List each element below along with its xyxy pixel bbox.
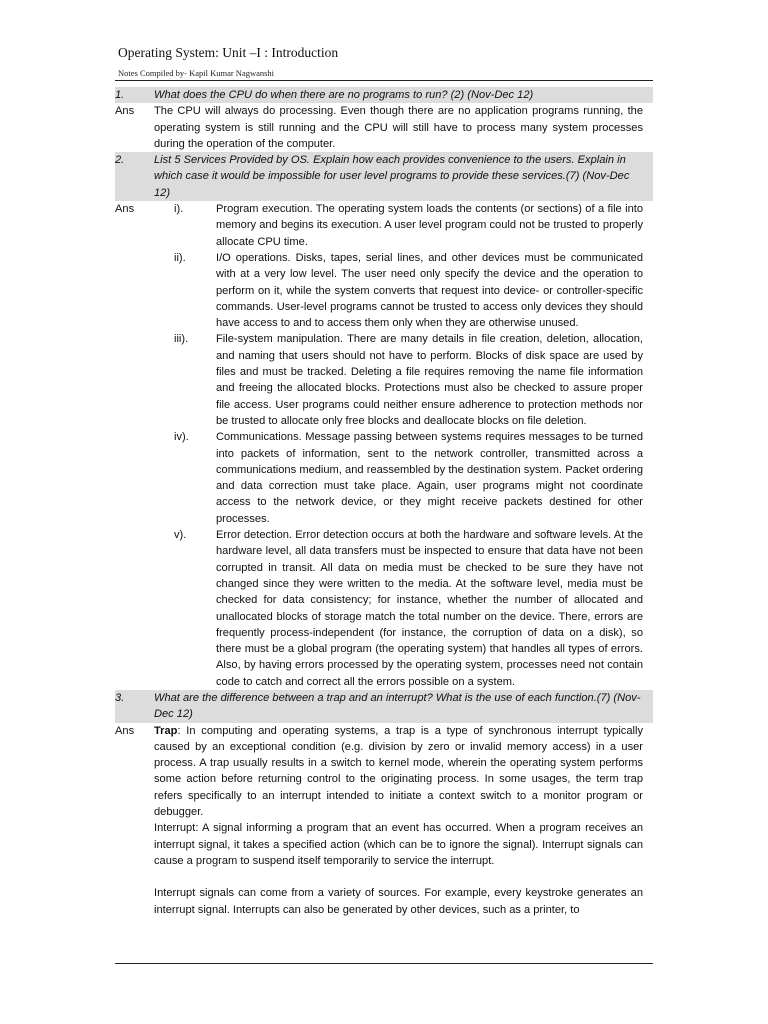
question-number: 1. (115, 89, 125, 101)
service-number: ii). (174, 251, 186, 264)
answer-label: Ans (115, 724, 135, 737)
service-text: Error detection. Error detection occurs at both the hardware and software levels. At the hardware level, all data transfers must be inspected to ensure that data have not been corrupted in transit. All data on media must be checked to be sure they have not changed since they were written to the media. At the software level, media must be checked for data consistency; for instance, whether the number of allocated and unallocated blocks of storage match the total number on the device. There, errors are frequently process-independent (for instance, the corruption of data on a disk), so there must be a global program (the operating system) that handles all types of errors. Also, by having errors processed by the operating system, processes need not contain code to catch and correct all the errors possible on a system. (216, 529, 643, 688)
question-text: What does the CPU do when there are no programs to run? (2) (Nov-Dec 12) (154, 89, 534, 101)
service-item (174, 429, 643, 527)
answer-row-2 (115, 201, 653, 690)
service-list (154, 201, 653, 690)
service-item (174, 250, 643, 331)
service-item (174, 527, 643, 690)
qa-content (115, 87, 653, 918)
page-title: Operating System: Unit –I : Introduction (118, 45, 339, 60)
trap-term: Trap (154, 724, 178, 737)
page-subtitle: Notes Compiled by- Kapil Kumar Nagwanshi (118, 68, 275, 78)
question-row-2 (115, 152, 653, 201)
interrupt-sources-paragraph: Interrupt signals can come from a variety of sources. For example, every keystroke generates an interrupt signal. Interrupts can also be generated by other devices, such as a printer, to (154, 887, 643, 916)
answer-text: The CPU will always do processing. Even though there are no application programs running, the operating system is still running and the CPU will still have to process many system processes during the operation of the computer. (154, 105, 643, 150)
question-text: List 5 Services Provided by OS. Explain how each provides convenience to the users. Explain in which case it would be impossible for user level programs to provide these services.(7) (Nov-Dec 12) (154, 154, 630, 199)
answer-body (154, 723, 653, 918)
paragraph-spacer (154, 869, 643, 885)
question-number: 3. (115, 691, 125, 704)
question-row-1 (115, 87, 653, 103)
service-text: Program execution. The operating system loads the contents (or sections) of a file into memory and begins its execution. A user level program could not be trusted to properly allocate CPU time. (216, 203, 643, 248)
service-text: I/O operations. Disks, tapes, serial lines, and other devices must be communicated with at a very low level. The user need only specify the device and the operation to perform on it, while the system converts that request into device- or controller-specific commands. User-level programs cannot be trusted to access only devices they should have access to and to access them only when they are otherwise unused. (216, 251, 643, 330)
service-item (174, 201, 643, 250)
service-item (174, 331, 643, 429)
header-divider (115, 80, 653, 81)
trap-paragraph (154, 723, 643, 821)
question-number: 2. (115, 154, 125, 167)
service-number: v). (174, 529, 187, 542)
service-number: iii). (174, 333, 189, 346)
service-number: i). (174, 203, 184, 216)
answer-label: Ans (115, 105, 135, 118)
service-text: File-system manipulation. There are many details in file creation, deletion, allocation, and naming that users should not have to perform. Blocks of disk space are used by files and must be tracked. Deleting a file requires removing the name file information and freeing the allocated blocks. Protections must also be checked to assure proper file access. User programs could neither ensure adherence to protection methods nor be trusted to allocate only free blocks and deallocate blocks on file deletion. (216, 333, 643, 427)
answer-label: Ans (115, 203, 135, 216)
trap-definition: : In computing and operating systems, a trap is a type of synchronous interrupt typically caused by an exceptional condition (e.g. division by zero or invalid memory access) in a user process. A trap usually results in a switch to kernel mode, wherein the operating system performs some action before returning control to the originating process. In some usages, the term trap refers specifically to an interrupt intended to initiate a context switch to a monitor program or debugger. (154, 724, 643, 819)
question-row-3 (115, 690, 653, 723)
service-text: Communications. Message passing between systems requires messages to be turned into packets of information, sent to the network controller, transmitted across a communications medium, and reassembled by the destination system. Packet ordering and data correction must take place. Again, user programs might not coordinate access to the network device, or they might receive packets destined for other processes. (216, 431, 643, 525)
answer-row-1 (115, 103, 653, 152)
answer-row-3 (115, 723, 653, 918)
service-number: iv). (174, 431, 189, 444)
question-text: What are the difference between a trap and an interrupt? What is the use of each function.(7) (Nov-Dec 12) (154, 691, 641, 721)
interrupt-paragraph: Interrupt: A signal informing a program that an event has occurred. When a program receives an interrupt signal, it takes a specified action (which can be to ignore the signal). Interrupt signals can cause a program to suspend itself temporarily to service the interrupt. (154, 822, 643, 867)
footer-divider (115, 963, 653, 964)
